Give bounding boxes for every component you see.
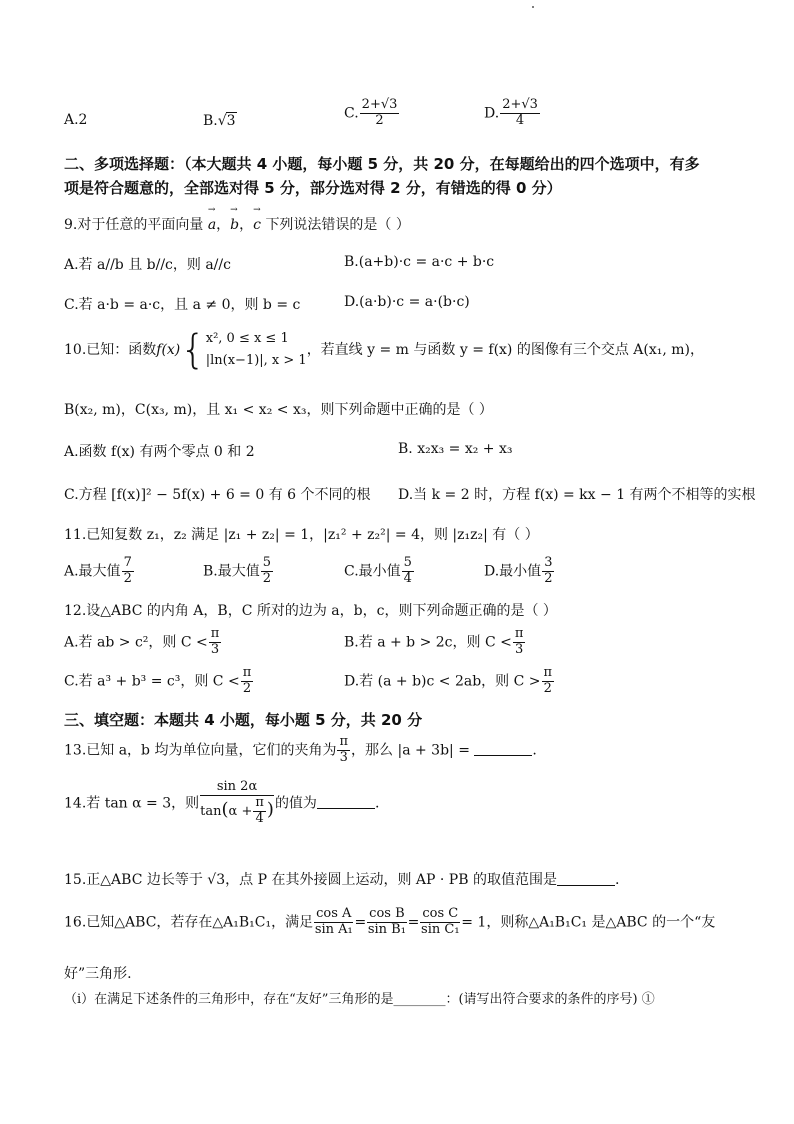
prev-option-c [344,98,400,129]
fraction [209,627,222,658]
option-text: B.最大值 [203,563,260,580]
vector-c: → c [253,217,261,233]
q10-stem-mid: ，若直线 y = m 与函数 y = f(x) 的图像有三个交点 A(x₁, m)， [306,342,705,358]
q16-stem-post: = 1，则称△A₁B₁C₁ 是△ABC 的一个“友 [461,914,716,931]
scan-dot [532,6,534,8]
fraction-cosB [367,907,406,938]
numerator: π [514,626,524,641]
q13-stem: 13.已知 a，b 均为单位向量，它们的夹角为 $\frac{\pi}{3}$ ，那么 |a + 3b| = . [64,734,537,765]
denominator: sin C₁ [421,921,460,937]
fraction [360,98,400,129]
q15-stem: 15.正△ABC 边长等于 √3，点 P 在其外接圆上运动，则 AP · PB 的取值范围是 . [64,872,620,888]
q11-option-d [484,556,555,587]
fraction [261,556,273,587]
q11-option-b [203,556,274,587]
numerator: 2+√3 [361,97,398,112]
denominator: 4 [515,112,525,128]
denominator: 4 [255,810,264,826]
option-text: A.若 ab > c²，则 C < [64,634,208,651]
q12-option-c [64,666,254,697]
q12-option-d [344,666,555,697]
q16-stem-pre: 16.已知△ABC，若存在△A₁B₁C₁，满足 [64,914,314,931]
q10-option-c: C.方程 [f(x)]² − 5f(x) + 6 = 0 有 6 个不同的根 [64,487,371,503]
vector-b: → b [230,217,239,233]
denominator: 3 [514,641,524,657]
case-2: |ln(x−1)|, x > 1 [205,353,307,368]
option-label: D. [484,105,500,122]
denominator: 3 [210,641,220,657]
fraction [122,556,134,587]
numerator: 3 [544,555,553,570]
tan-label: tan [200,803,222,819]
denominator: 2 [262,570,272,586]
numerator: π [242,665,252,680]
q9-option-c: C.若 a·b = a·c，且 a ≠ 0，则 b = c [64,297,301,313]
fraction [337,735,350,766]
option-text: D.最小值 [484,563,542,580]
numerator: 7 [123,555,132,570]
q14-stem-post: 的值为 [274,795,317,812]
denominator: 2 [544,570,553,586]
fraction-cosC [420,907,460,938]
numerator: 5 [262,555,272,570]
fraction [542,666,555,697]
prev-option-b [203,112,237,129]
q10-stem-line1 [64,328,704,372]
fraction [513,627,526,658]
denominator [200,796,274,827]
fraction [200,780,274,827]
option-text: C.若 a³ + b³ = c³，则 C < [64,673,240,690]
case-1: x², 0 ≤ x ≤ 1 [205,331,289,346]
section2-heading-line2: 项是符合题意的，全部选对得 5 分，部分选对得 2 分，有错选的得 0 分） [64,179,562,197]
q14-stem: 14.若 tan α = 3，则 sin 2α tan(α + $\frac{\pi}{4}$ ) 的值为 . [64,779,380,826]
numerator: 5 [403,555,412,570]
numerator: π [210,626,220,641]
numerator: 2+√3 [502,97,538,112]
option-label: B. [203,113,218,129]
q11-stem: 11.已知复数 z₁，z₂ 满足 |z₁ + z₂| = 1，|z₁² + z₂²| = 4，则 |z₁z₂| 有（ ） [64,527,539,543]
option-text: C.最小值 [344,563,401,580]
denominator: 3 [339,749,348,765]
fraction [542,556,554,587]
q9-option-a: A.若 a//b 且 b//c，则 a//c [64,257,231,273]
denominator: 2 [543,680,552,696]
numerator: π [339,734,349,749]
q10-option-a: A.函数 f(x) 有两个零点 0 和 2 [64,444,255,460]
numerator: cos A [316,906,352,921]
fx-label: f(x) [156,342,181,358]
fraction [402,556,414,587]
denominator: 2 [123,570,132,586]
q13-stem-post: ，那么 |a + 3b| = [351,742,470,759]
numerator: π [543,665,553,680]
q12-option-b [344,627,526,658]
q9-stem: 9.对于任意的平面向量 → a，→ b，→ c 下列说法错误的是（ ） [64,214,410,234]
q10-stem-pre: 10.已知：函数 [64,342,157,358]
inner-fraction [253,796,266,827]
section2-heading-line1: 二、多项选择题：（本大题共 4 小题，每小题 5 分，共 20 分，在每题给出的四个选项中，有多 [64,155,700,173]
option-label: C. [344,105,359,122]
q9-stem-text: 9.对于任意的平面向量 [64,217,204,233]
option-text: A.最大值 [64,563,121,580]
prev-option-a: A.2 [64,112,88,128]
option-text: B.若 a + b > 2c，则 C < [344,634,512,651]
numerator: sin 2α [200,780,274,796]
q9-option-d: D.(a·b)·c = a·(b·c) [344,294,470,310]
answer-blank[interactable] [474,741,532,756]
q12-stem: 12.设△ABC 的内角 A，B，C 所对的边为 a，b，c，则下列命题正确的是（ ） [64,603,557,619]
numerator: cos B [369,906,405,921]
q11-option-a [64,556,135,587]
q11-option-c [344,556,415,587]
left-paren: ( [221,798,229,820]
q15-stem-text: 15.正△ABC 边长等于 √3，点 P 在其外接圆上运动，则 AP · PB 的取值范围是 [64,872,557,888]
prev-option-d [484,98,541,129]
numerator: cos C [422,906,459,921]
denominator: sin B₁ [367,921,406,937]
denominator: sin A₁ [314,921,353,937]
q10-option-b: B. x₂x₃ = x₂ + x₃ [398,441,513,457]
denominator: 4 [403,570,412,586]
section3-heading: 三、填空题：本题共 4 小题，每小题 5 分，共 20 分 [64,711,423,729]
q16-stem-line1: 16.已知△ABC，若存在△A₁B₁C₁，满足 $\frac{\text{cos A}}{\text{sin A₁}}$ = $\frac{\text{cos B}}{\text{sin B₁}}$ = $\frac{\text{cos C}}{\text{sin C₁}}$ = 1，则称△A₁B₁C₁ 是△ABC 的一个“友 [64,906,716,937]
q16-stem-line3: （i）在满足下述条件的三角形中，存在“友好”三角形的是________：(请写出符合要求的条件的序号) ① [64,992,655,1007]
q13-stem-pre: 13.已知 a，b 均为单位向量，它们的夹角为 [64,742,337,759]
q9-stem-tail: 下列说法错误的是（ ） [265,217,410,233]
q10-option-d: D.当 k = 2 时，方程 f(x) = kx − 1 有两个不相等的实根 [398,487,756,503]
fraction [241,666,254,697]
q12-option-a [64,627,222,658]
answer-blank[interactable] [317,794,375,809]
numerator: π [255,794,264,810]
sqrt-radicand: 3 [226,113,236,129]
vector-a: → a [208,217,216,233]
denominator: 2 [242,680,252,696]
right-paren: ) [266,798,274,820]
q16-stem-line2: 好”三角形. [64,966,132,982]
q9-option-b: B.(a+b)·c = a·c + b·c [344,254,495,270]
sqrt-sign: √ [217,113,227,129]
q10-stem-line2: B(x₂, m)，C(x₃, m)，且 x₁ < x₂ < x₃，则下列命题中正确的是（ ） [64,402,493,418]
fraction [500,98,540,129]
q14-stem-pre: 14.若 tan α = 3，则 [64,795,200,812]
answer-blank[interactable] [557,871,615,886]
denominator: 2 [375,112,384,128]
left-brace: { [180,327,206,373]
piecewise-cases [206,328,307,372]
fraction-cosA [314,907,353,938]
option-text: D.若 (a + b)c < 2ab，则 C > [344,673,541,690]
alpha-plus: α + [228,803,253,819]
